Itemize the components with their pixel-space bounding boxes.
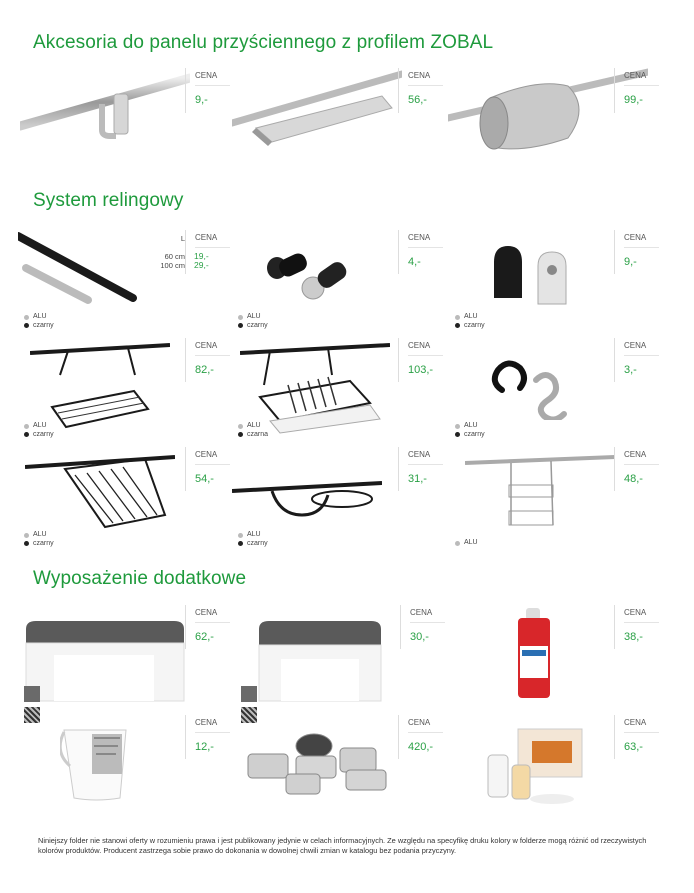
price: 31,- [408,473,427,485]
siedzisko-lawki-image [20,615,190,710]
price: 12,- [195,741,214,753]
price: 38,- [624,631,643,643]
reling-image [18,228,138,313]
garnki-image [236,728,396,798]
siedzisko-taboretu-image [253,615,388,710]
spray-can-image [510,608,560,700]
price: 99,- [624,94,643,106]
price: 30,- [410,631,429,643]
price: 9,- [624,256,637,268]
section-title-reling: System relingowy [33,190,184,211]
pepitka-swatch [24,686,40,728]
price-60: 19,- [194,251,209,261]
polka-ksiazka-image [25,445,175,535]
kubek-image [60,722,140,802]
uchwyt-image [488,240,578,310]
color-legend: ALU czarny [24,422,54,439]
haczyk-image [20,68,190,143]
ociekarka-image [240,335,390,435]
koszyk-image [30,335,170,430]
price: 63,- [624,741,643,753]
color-legend: ALU czarny [455,422,485,439]
price: 9,- [195,94,208,106]
price: 3,- [624,364,637,376]
zestaw-image [482,725,592,805]
price: 54,- [195,473,214,485]
koszyk-przyprawy-image [465,445,615,540]
price: 4,- [408,256,421,268]
price: 48,- [624,473,643,485]
section-title-zobal: Akcesoria do panelu przyściennego z profilem ZOBAL [33,32,494,53]
zaslepka-image [265,240,365,300]
price: 420,- [408,741,434,753]
pepitka-swatch [241,686,257,728]
section-title-wyposazenie: Wyposażenie dodatkowe [33,568,247,589]
color-legend: ALU czarny [455,313,485,330]
color-legend: ALU czarny [238,531,268,548]
color-legend: ALU czarny [238,313,268,330]
s-hook-image [488,350,578,420]
price: 56,- [408,94,427,106]
disclaimer-footer: Niniejszy folder nie stanowi oferty w rozumieniu prawa i jest publikowany jedynie w celach informacyjnych. Ze względu na specyfikę druku kolory w folderze mogą różnić od rzeczywistych kolorów produktów. Producent zastrzega sobie prawo do dokonania w dowolnej chwili zmian w katalogu bez podania przyczyny. [38,836,647,855]
color-legend: ALU czarna [238,422,268,439]
price: 82,- [195,364,214,376]
price: 103,- [408,364,434,376]
price-100: 29,- [194,260,209,270]
color-legend: ALU czarny [24,313,54,330]
price: 62,- [195,631,214,643]
polka-image [232,68,402,148]
color-legend: ALU czarny [24,531,54,548]
koszyk-recznik-image [232,465,382,525]
color-legend: ALU [455,539,478,548]
